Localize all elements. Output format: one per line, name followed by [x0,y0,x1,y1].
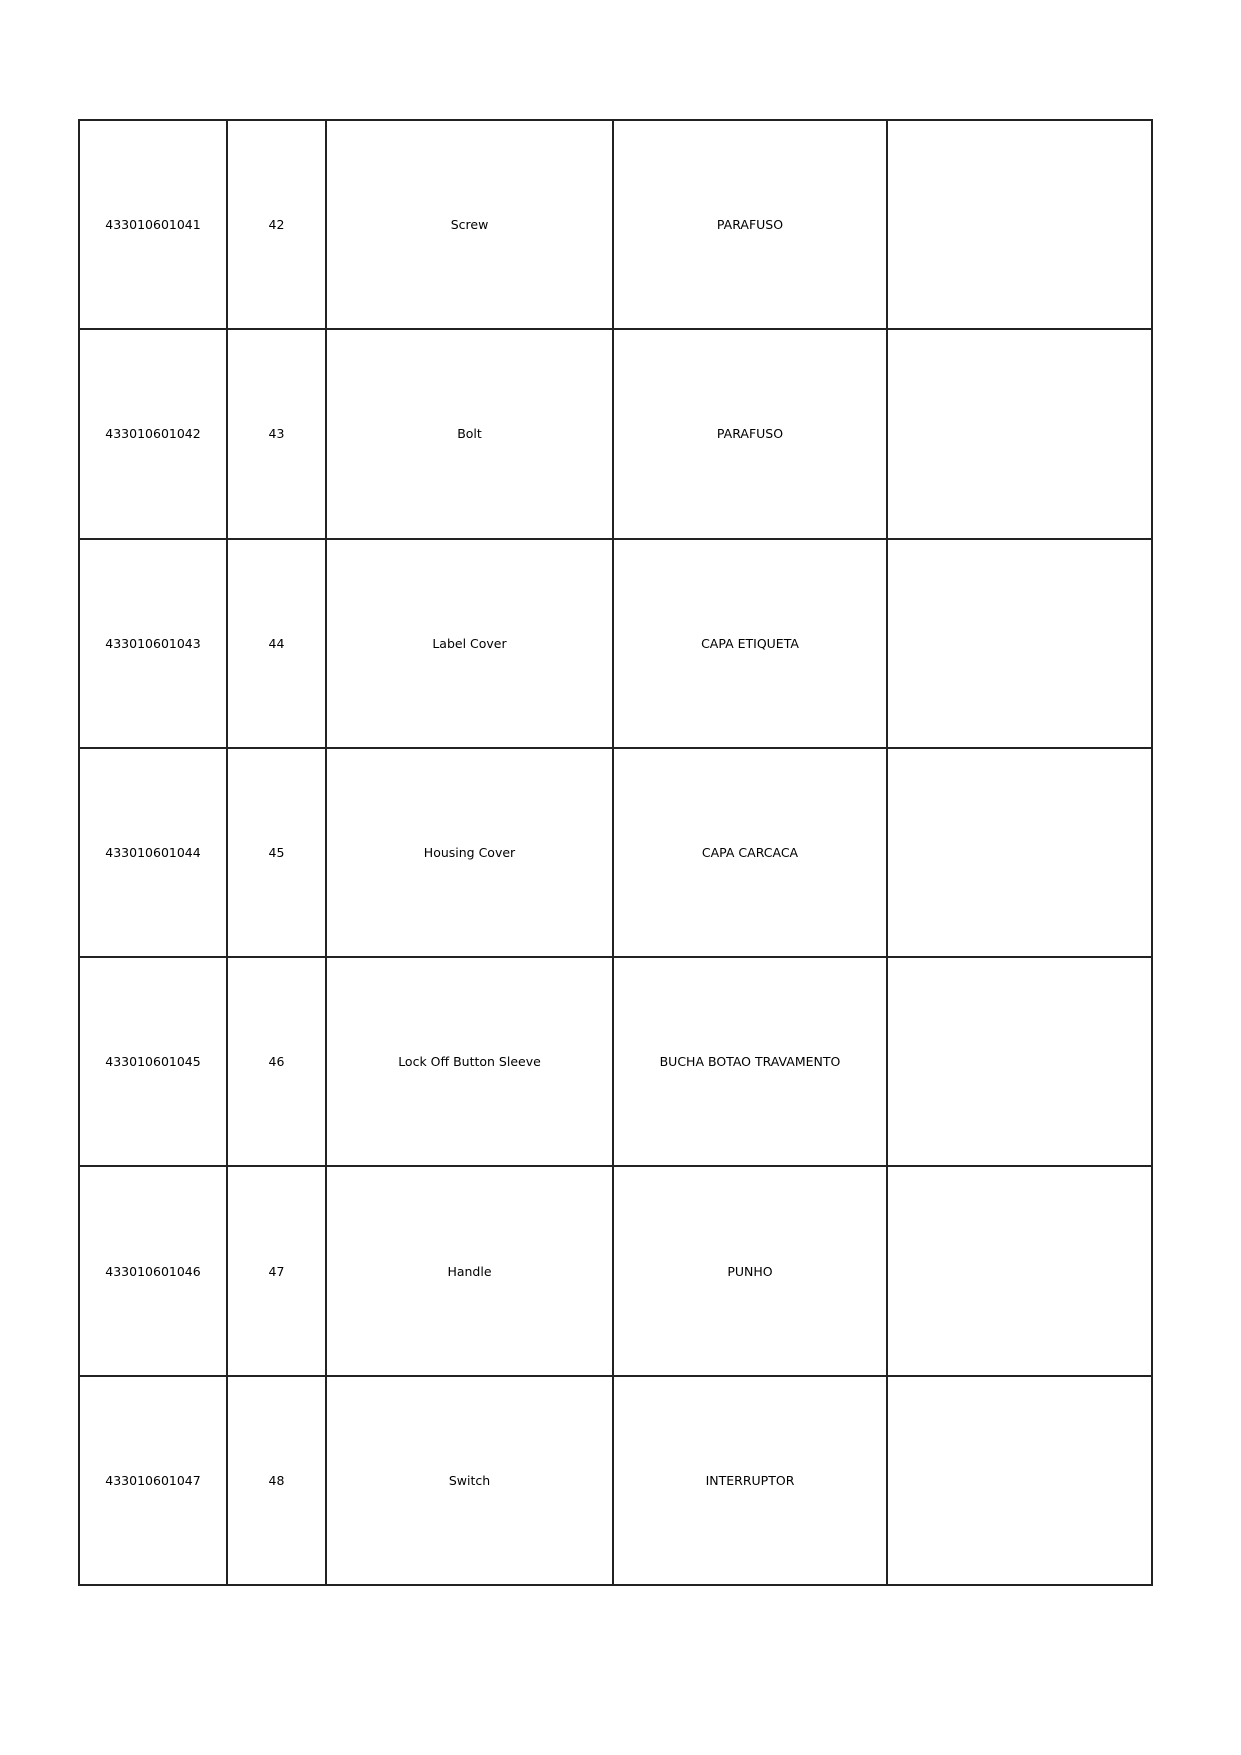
table-row [79,120,1152,329]
part-code-cell: 433010601045 [79,957,227,1166]
table-row [79,329,1152,538]
notes-cell [887,748,1152,957]
item-number-cell: 45 [227,748,326,957]
description-pt-cell: PARAFUSO [613,329,887,538]
description-en-cell: Label Cover [326,539,613,748]
description-pt-cell: CAPA CARCACA [613,748,887,957]
notes-cell [887,329,1152,538]
part-code-cell: 433010601046 [79,1166,227,1375]
table-row [79,1376,1152,1585]
part-code-cell: 433010601042 [79,329,227,538]
table-row [79,957,1152,1166]
notes-cell [887,957,1152,1166]
description-en-cell: Screw [326,120,613,329]
item-number-cell: 48 [227,1376,326,1585]
table-row [79,748,1152,957]
notes-cell [887,539,1152,748]
notes-cell [887,1376,1152,1585]
table-row [79,1166,1152,1375]
description-en-cell: Handle [326,1166,613,1375]
part-code-cell: 433010601043 [79,539,227,748]
notes-cell [887,1166,1152,1375]
part-code-cell: 433010601041 [79,120,227,329]
description-pt-cell: PUNHO [613,1166,887,1375]
item-number-cell: 42 [227,120,326,329]
description-pt-cell: PARAFUSO [613,120,887,329]
description-pt-cell: BUCHA BOTAO TRAVAMENTO [613,957,887,1166]
description-pt-cell: CAPA ETIQUETA [613,539,887,748]
part-code-cell: 433010601047 [79,1376,227,1585]
description-en-cell: Bolt [326,329,613,538]
notes-cell [887,120,1152,329]
description-pt-cell: INTERRUPTOR [613,1376,887,1585]
item-number-cell: 43 [227,329,326,538]
part-code-cell: 433010601044 [79,748,227,957]
item-number-cell: 46 [227,957,326,1166]
table-row [79,539,1152,748]
description-en-cell: Switch [326,1376,613,1585]
description-en-cell: Lock Off Button Sleeve [326,957,613,1166]
description-en-cell: Housing Cover [326,748,613,957]
parts-table [78,119,1153,1586]
item-number-cell: 44 [227,539,326,748]
item-number-cell: 47 [227,1166,326,1375]
